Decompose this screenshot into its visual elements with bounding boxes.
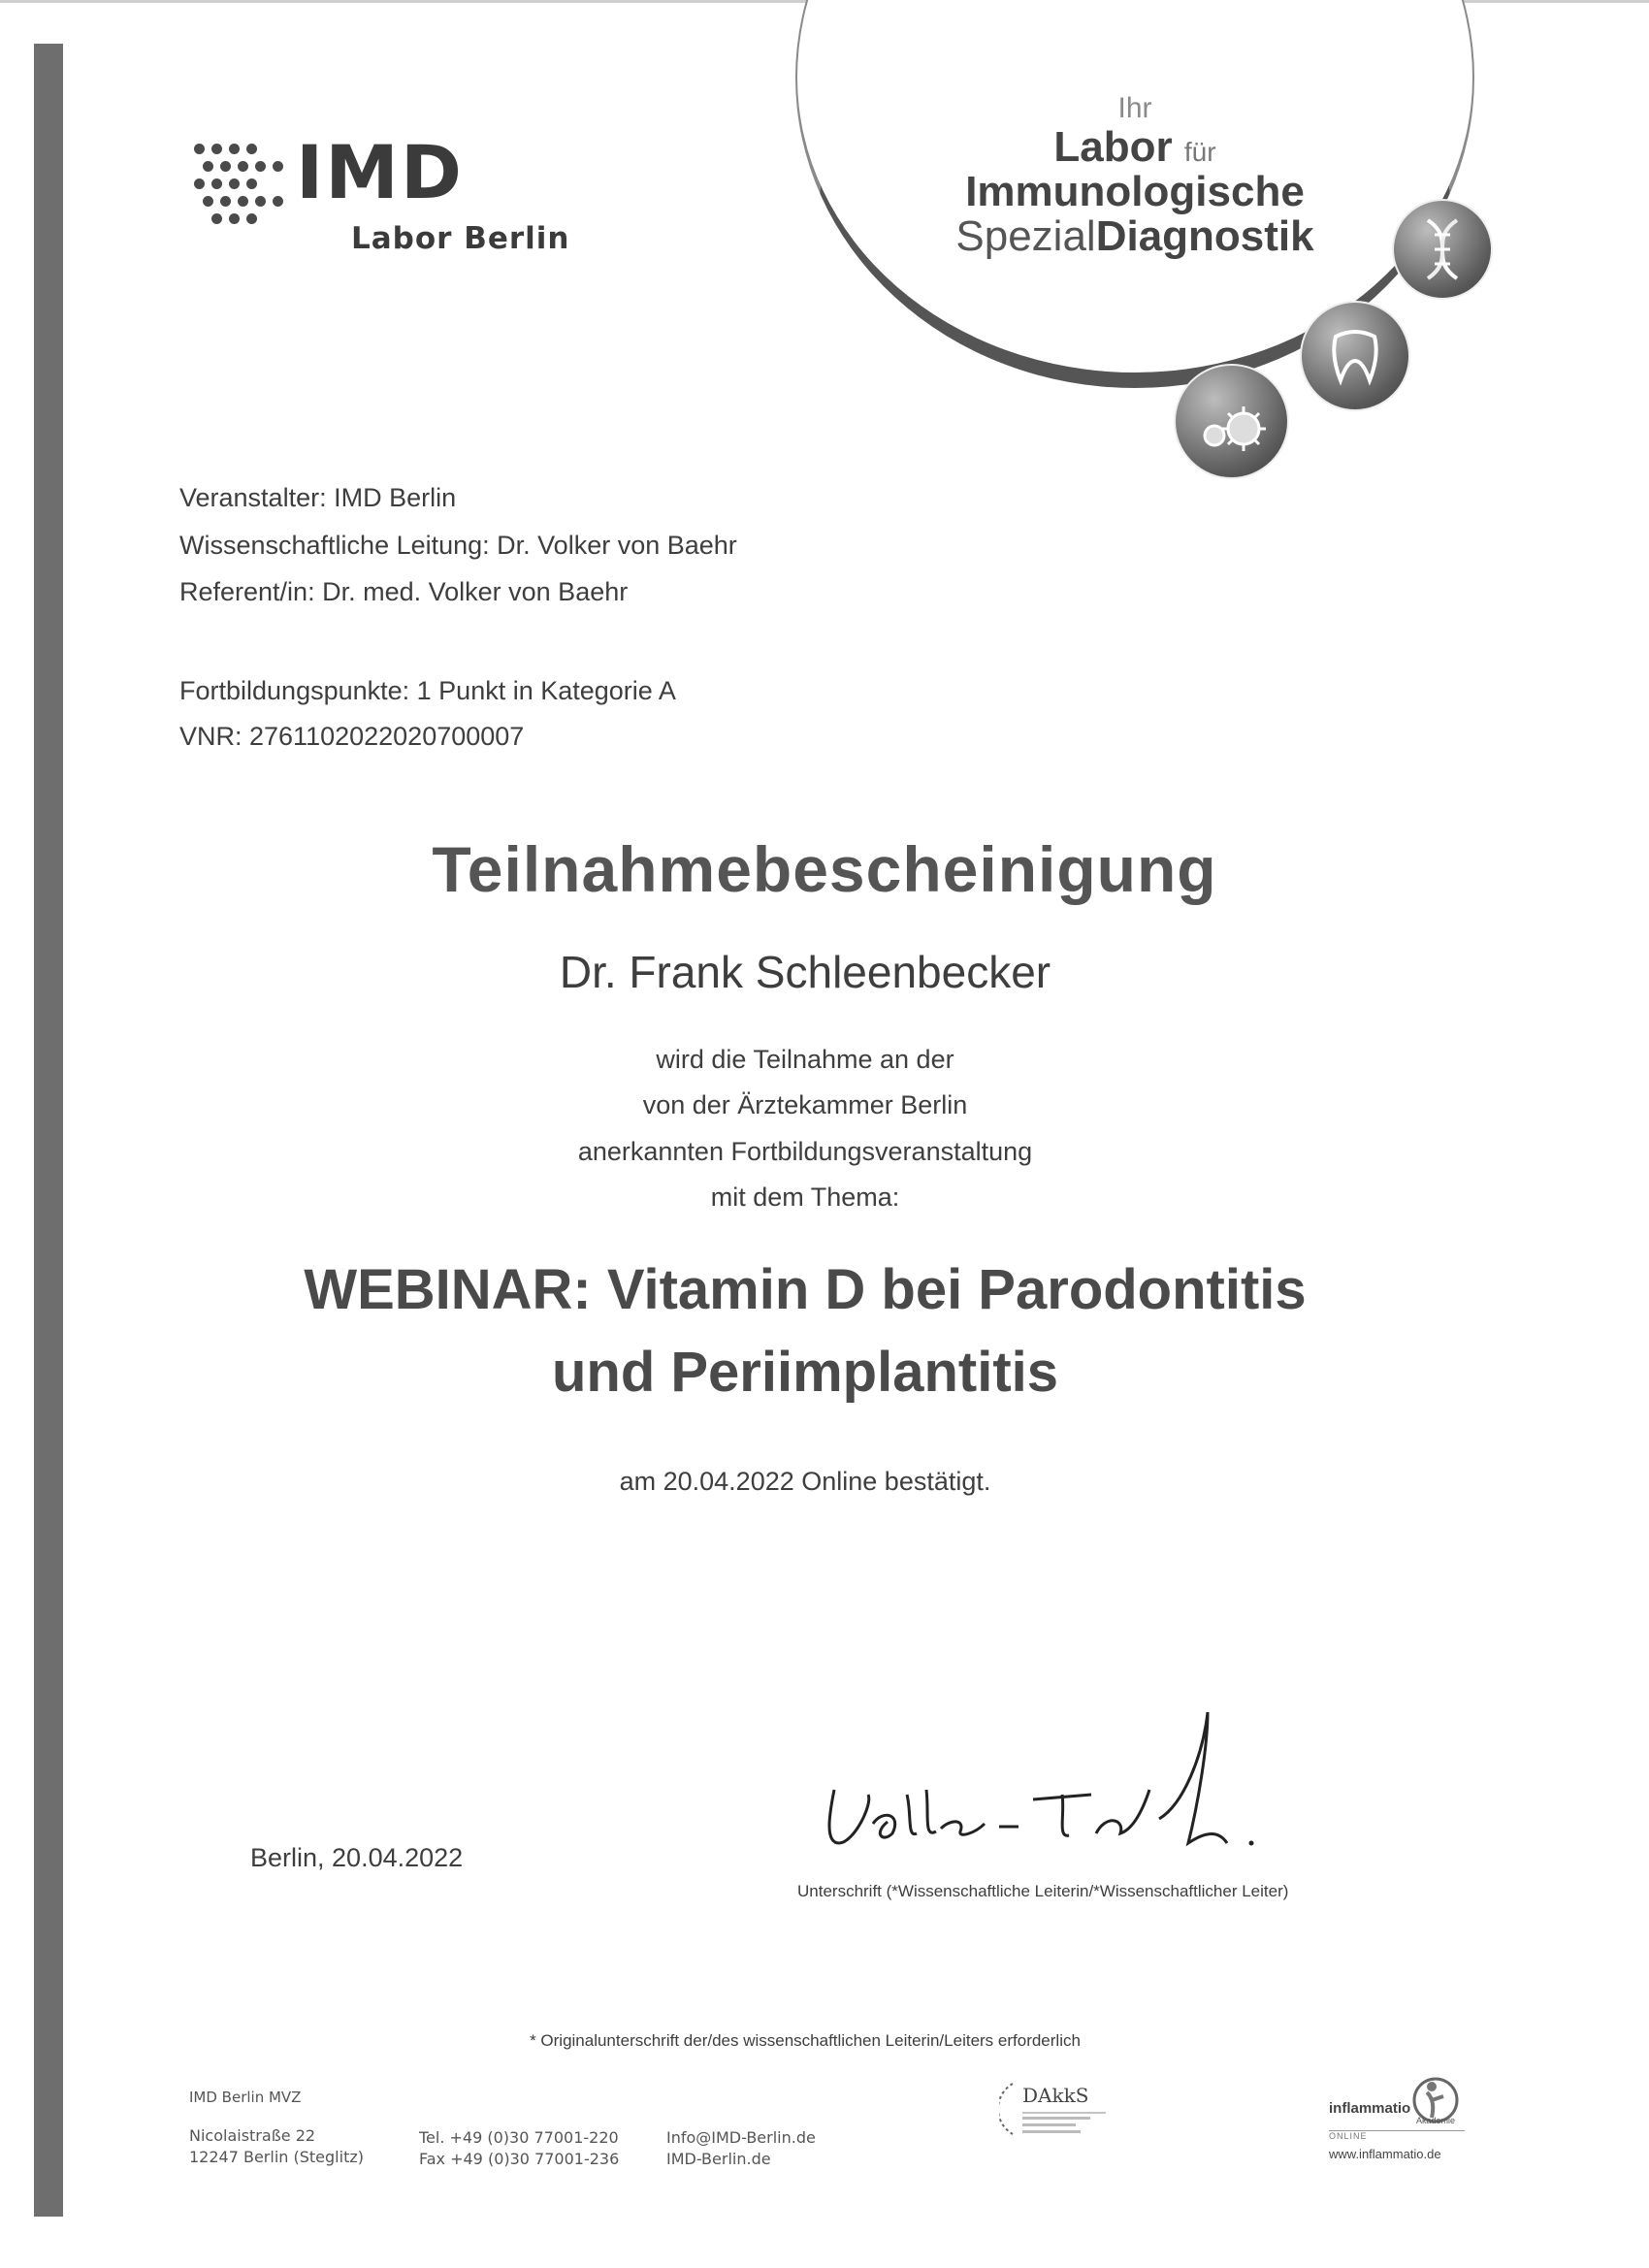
logo-dot — [273, 161, 283, 172]
footer-fax: Fax +49 (0)30 77001-236 — [419, 2149, 620, 2168]
badge-text — [795, 92, 1474, 260]
logo-dot — [238, 196, 248, 207]
footer-web[interactable]: IMD-Berlin.de — [666, 2149, 771, 2168]
badge-line1: Ihr — [1117, 92, 1152, 124]
topic-line1: WEBINAR: Vitamin D bei Parodontitis — [304, 1258, 1307, 1321]
inflammatio-url[interactable]: www.inflammatio.de — [1329, 2147, 1441, 2161]
badge-line4: SpezialDiagnostik — [955, 212, 1314, 261]
body-line: wird die Teilnahme an der — [656, 1045, 954, 1074]
recipient-name: Dr. Frank Schleenbecker — [559, 947, 1051, 997]
dakks-accreditation-logo — [999, 2074, 1183, 2142]
handwritten-signature — [815, 1698, 1300, 1882]
logo-dot — [203, 196, 213, 207]
dakks-label: DAkkS — [1022, 2084, 1089, 2107]
certificate-title: Teilnahmebescheinigung — [432, 833, 1217, 905]
logo-dot — [211, 178, 222, 189]
logo-dot — [229, 213, 240, 224]
footer-phone: Tel. +49 (0)30 77001-220 — [419, 2128, 619, 2147]
logo-dot — [273, 196, 283, 207]
logo-dot — [246, 144, 257, 154]
left-decorative-bar — [34, 44, 63, 2217]
imd-logo — [194, 129, 601, 272]
inflammatio-label: inflammatio — [1329, 2100, 1411, 2117]
inflammatio-tag: ONLINE — [1329, 2130, 1465, 2141]
body-line: anerkannten Fortbildungsveranstaltung — [577, 1137, 1033, 1166]
place-date: Berlin, 20.04.2022 — [250, 1843, 464, 1872]
inflammatio-sub: Akademie — [1416, 2116, 1456, 2125]
footer-phone-block — [419, 2127, 619, 2169]
footer-contact-block — [666, 2127, 816, 2169]
organizer-line: Veranstalter: IMD Berlin — [179, 483, 457, 512]
vnr-line: VNR: 2761102022020700007 — [179, 722, 525, 751]
dna-bubble-icon — [1392, 199, 1493, 300]
body-line: von der Ärztekammer Berlin — [642, 1090, 968, 1119]
logo-dot — [246, 178, 257, 189]
logo-dot — [203, 161, 213, 172]
virus-bubble-icon — [1174, 364, 1289, 479]
speaker-line: Referent/in: Dr. med. Volker von Baehr — [179, 577, 629, 606]
logo-dot-grid-icon — [194, 144, 286, 236]
points-line: Fortbildungspunkte: 1 Punkt in Kategorie A — [179, 676, 676, 705]
footer-company: IMD Berlin MVZ — [189, 2089, 302, 2106]
logo-dot — [238, 161, 248, 172]
inflammatio-logo — [1327, 2071, 1472, 2168]
badge-line2: Labor für — [1053, 123, 1216, 171]
logo-name: IMD — [296, 129, 464, 215]
logo-dot — [229, 178, 240, 189]
logo-dot — [194, 144, 205, 154]
signature-caption: Unterschrift (*Wissenschaftliche Leiterin/*Wissenschaftlicher Leiter) — [797, 1882, 1289, 1900]
logo-dot — [194, 178, 205, 189]
logo-subtitle: Labor Berlin — [351, 221, 570, 256]
logo-dot — [255, 196, 266, 207]
logo-dot — [246, 213, 257, 224]
footer-email[interactable]: Info@IMD-Berlin.de — [666, 2128, 816, 2147]
logo-dot — [229, 144, 240, 154]
badge-line3: Immunologische — [965, 168, 1305, 216]
topic-line2: und Periimplantitis — [551, 1341, 1059, 1404]
logo-dot — [220, 196, 231, 207]
footer-street: Nicolaistraße 22 — [189, 2126, 316, 2145]
signature-footnote: * Originalunterschrift der/des wissenschaftlichen Leiterin/Leiters erforderlich — [530, 2031, 1081, 2050]
footer-city: 12247 Berlin (Steglitz) — [189, 2147, 364, 2166]
confirmation-line: am 20.04.2022 Online bestätigt. — [619, 1467, 991, 1496]
logo-dot — [211, 213, 222, 224]
logo-dot — [220, 161, 231, 172]
logo-dot — [255, 161, 266, 172]
tooth-bubble-icon — [1300, 301, 1410, 411]
scientific-lead-line: Wissenschaftliche Leitung: Dr. Volker von Baehr — [179, 531, 737, 560]
footer-address — [189, 2125, 364, 2167]
lab-badge — [795, 19, 1513, 485]
body-line: mit dem Thema: — [710, 1183, 900, 1212]
logo-dot — [211, 144, 222, 154]
